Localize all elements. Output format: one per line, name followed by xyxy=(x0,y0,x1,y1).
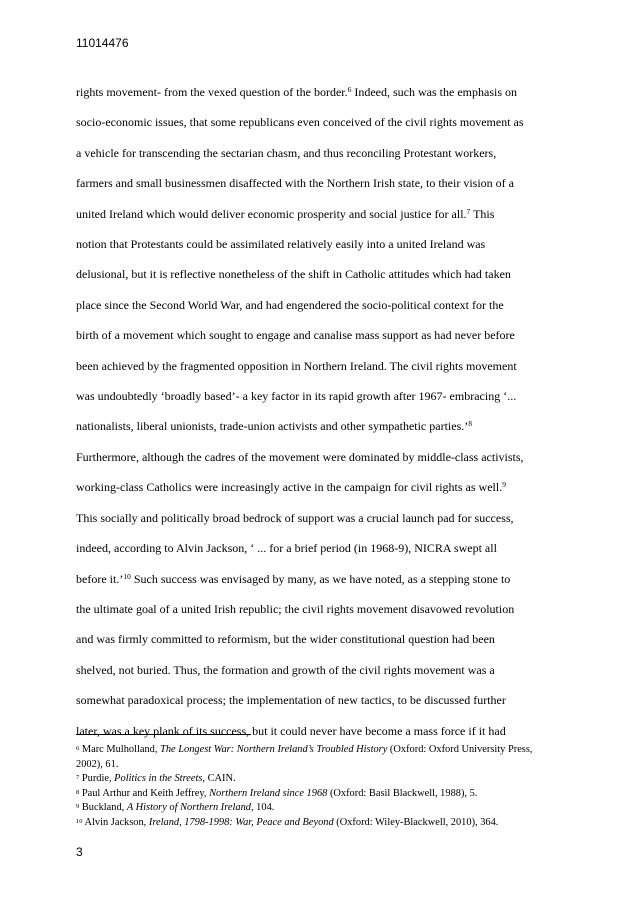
body-line xyxy=(76,107,562,137)
footnote-marker[interactable]: 7 xyxy=(466,206,471,216)
body-line xyxy=(76,320,562,350)
body-line-text: Such success was envisaged by many, as we have noted, as a stepping stone to xyxy=(130,571,511,586)
body-line-text: been achieved by the fragmented opposition in Northern Ireland. The civil rights movement xyxy=(76,358,517,373)
page-number: 3 xyxy=(76,845,83,859)
body-line-text: birth of a movement which sought to engage and canalise mass support as had never before xyxy=(76,328,515,343)
footnote-number: 10 xyxy=(76,817,83,825)
footnote-divider xyxy=(76,734,251,735)
body-line-text: place since the Second World War, and had engendered the socio-political context for the xyxy=(76,297,504,312)
footnote-text: Buckland, xyxy=(79,802,127,813)
footnote-title: Ireland, 1798-1998: War, Peace and Beyond xyxy=(148,816,334,828)
body-line xyxy=(76,290,562,320)
footnote xyxy=(76,801,566,816)
body-line xyxy=(76,655,562,685)
footnote-text: Purdie, xyxy=(79,773,115,784)
body-line xyxy=(76,77,562,107)
body-line-text: notion that Protestants could be assimilated relatively easily into a united Ireland was xyxy=(76,237,486,252)
body-line-text: Indeed, such was the emphasis on xyxy=(351,85,517,99)
footnote-text: Paul Arthur and Keith Jeffrey, xyxy=(79,787,210,799)
body-line-text: delusional, but it is reflective nonetheless of the shift in Catholic attitudes which had taken xyxy=(76,267,511,282)
body-line xyxy=(76,411,562,441)
footnote-text: (Oxford: Basil Blackwell, 1988), 5. xyxy=(327,787,478,799)
body-line xyxy=(76,472,562,502)
body-line-text: somewhat paradoxical process; the implementation of new tactics, to be discussed further xyxy=(76,693,506,708)
footnote xyxy=(76,772,566,787)
body-line-text: This socially and politically broad bedrock of support was a crucial launch pad for success, xyxy=(76,510,514,525)
footnote-number: 8 xyxy=(76,788,80,796)
document-id: 11014476 xyxy=(76,36,129,50)
body-line xyxy=(76,259,562,289)
footnote-title: The Longest War: Northern Ireland’s Troubled History xyxy=(160,744,388,755)
body-line-text: later, was a key plank of its success, but it could never have become a mass force if it had xyxy=(76,723,506,738)
body-line xyxy=(76,533,562,563)
body-line-text: was undoubtedly ‘broadly based’- a key factor in its rapid growth after 1967- embracing ‘... xyxy=(76,389,517,404)
body-text xyxy=(76,77,562,746)
footnote xyxy=(76,787,566,802)
body-line xyxy=(76,199,562,229)
body-line-text: and was firmly committed to reformism, but the wider constitutional question had been xyxy=(76,632,495,647)
footnote-text: , CAIN. xyxy=(202,773,236,784)
footnote-title: A History of Northern Ireland xyxy=(126,802,251,813)
footnote-text: Marc Mulholland, xyxy=(79,744,161,755)
body-line xyxy=(76,716,562,746)
footnotes xyxy=(76,743,566,830)
footnote-title: Politics in the Streets xyxy=(114,773,203,784)
footnote-number: 6 xyxy=(76,745,80,752)
body-line xyxy=(76,503,562,533)
footnote-text: Alvin Jackson, xyxy=(82,816,149,828)
body-line-text: the ultimate goal of a united Irish republic; the civil rights movement disavowed revolution xyxy=(76,601,515,616)
footnote-marker[interactable]: 6 xyxy=(347,85,352,94)
footnote-text: 2002), 61. xyxy=(76,758,119,770)
body-line-text: rights movement- from the vexed question of the border. xyxy=(76,85,348,99)
body-line-text: Furthermore, although the cadres of the movement were dominated by middle-class activists, xyxy=(76,449,524,464)
body-line xyxy=(76,168,562,198)
footnote-title: Northern Ireland since 1968 xyxy=(209,787,328,799)
body-line xyxy=(76,442,562,472)
footnote-text: , 104. xyxy=(250,802,275,813)
body-line-text: indeed, according to Alvin Jackson, ‘ ... for a brief period (in 1968-9), NICRA swept all xyxy=(76,541,497,556)
body-line xyxy=(76,229,562,259)
footnote-text: (Oxford: Oxford University Press, xyxy=(387,744,533,755)
body-line-text: a vehicle for transcending the sectarian chasm, and thus reconciling Protestant workers, xyxy=(76,145,497,160)
footnote-marker[interactable]: 10 xyxy=(123,571,131,581)
body-line xyxy=(76,138,562,168)
body-line xyxy=(76,624,562,654)
body-line-text: united Ireland which would deliver economic prosperity and social justice for all. xyxy=(76,206,467,221)
footnote xyxy=(76,743,566,758)
body-line-text: shelved, not buried. Thus, the formation and growth of the civil rights movement was a xyxy=(76,662,495,677)
body-line-text: socio-economic issues, that some republicans even conceived of the civil rights movement as xyxy=(76,115,524,130)
body-line-text: working-class Catholics were increasingly active in the campaign for civil rights as well. xyxy=(76,480,503,495)
footnote-number: 9 xyxy=(76,803,80,810)
body-line-text: nationalists, liberal unionists, trade-union activists and other sympathetic parties.’ xyxy=(76,419,469,434)
body-line-text: This xyxy=(470,206,495,221)
body-line-text: before it.’ xyxy=(76,571,124,586)
body-line xyxy=(76,564,562,594)
footnote-text: (Oxford: Wiley-Blackwell, 2010), 364. xyxy=(333,816,499,828)
footnote-marker[interactable]: 9 xyxy=(502,480,506,490)
footnote xyxy=(76,758,566,773)
body-line xyxy=(76,351,562,381)
body-line xyxy=(76,381,562,411)
footnote-marker[interactable]: 8 xyxy=(468,419,472,429)
footnote xyxy=(76,816,566,831)
body-line xyxy=(76,685,562,715)
body-line-text: farmers and small businessmen disaffected with the Northern Irish state, to their vision of a xyxy=(76,176,514,191)
footnote-number: 7 xyxy=(76,774,80,781)
body-line xyxy=(76,594,562,624)
